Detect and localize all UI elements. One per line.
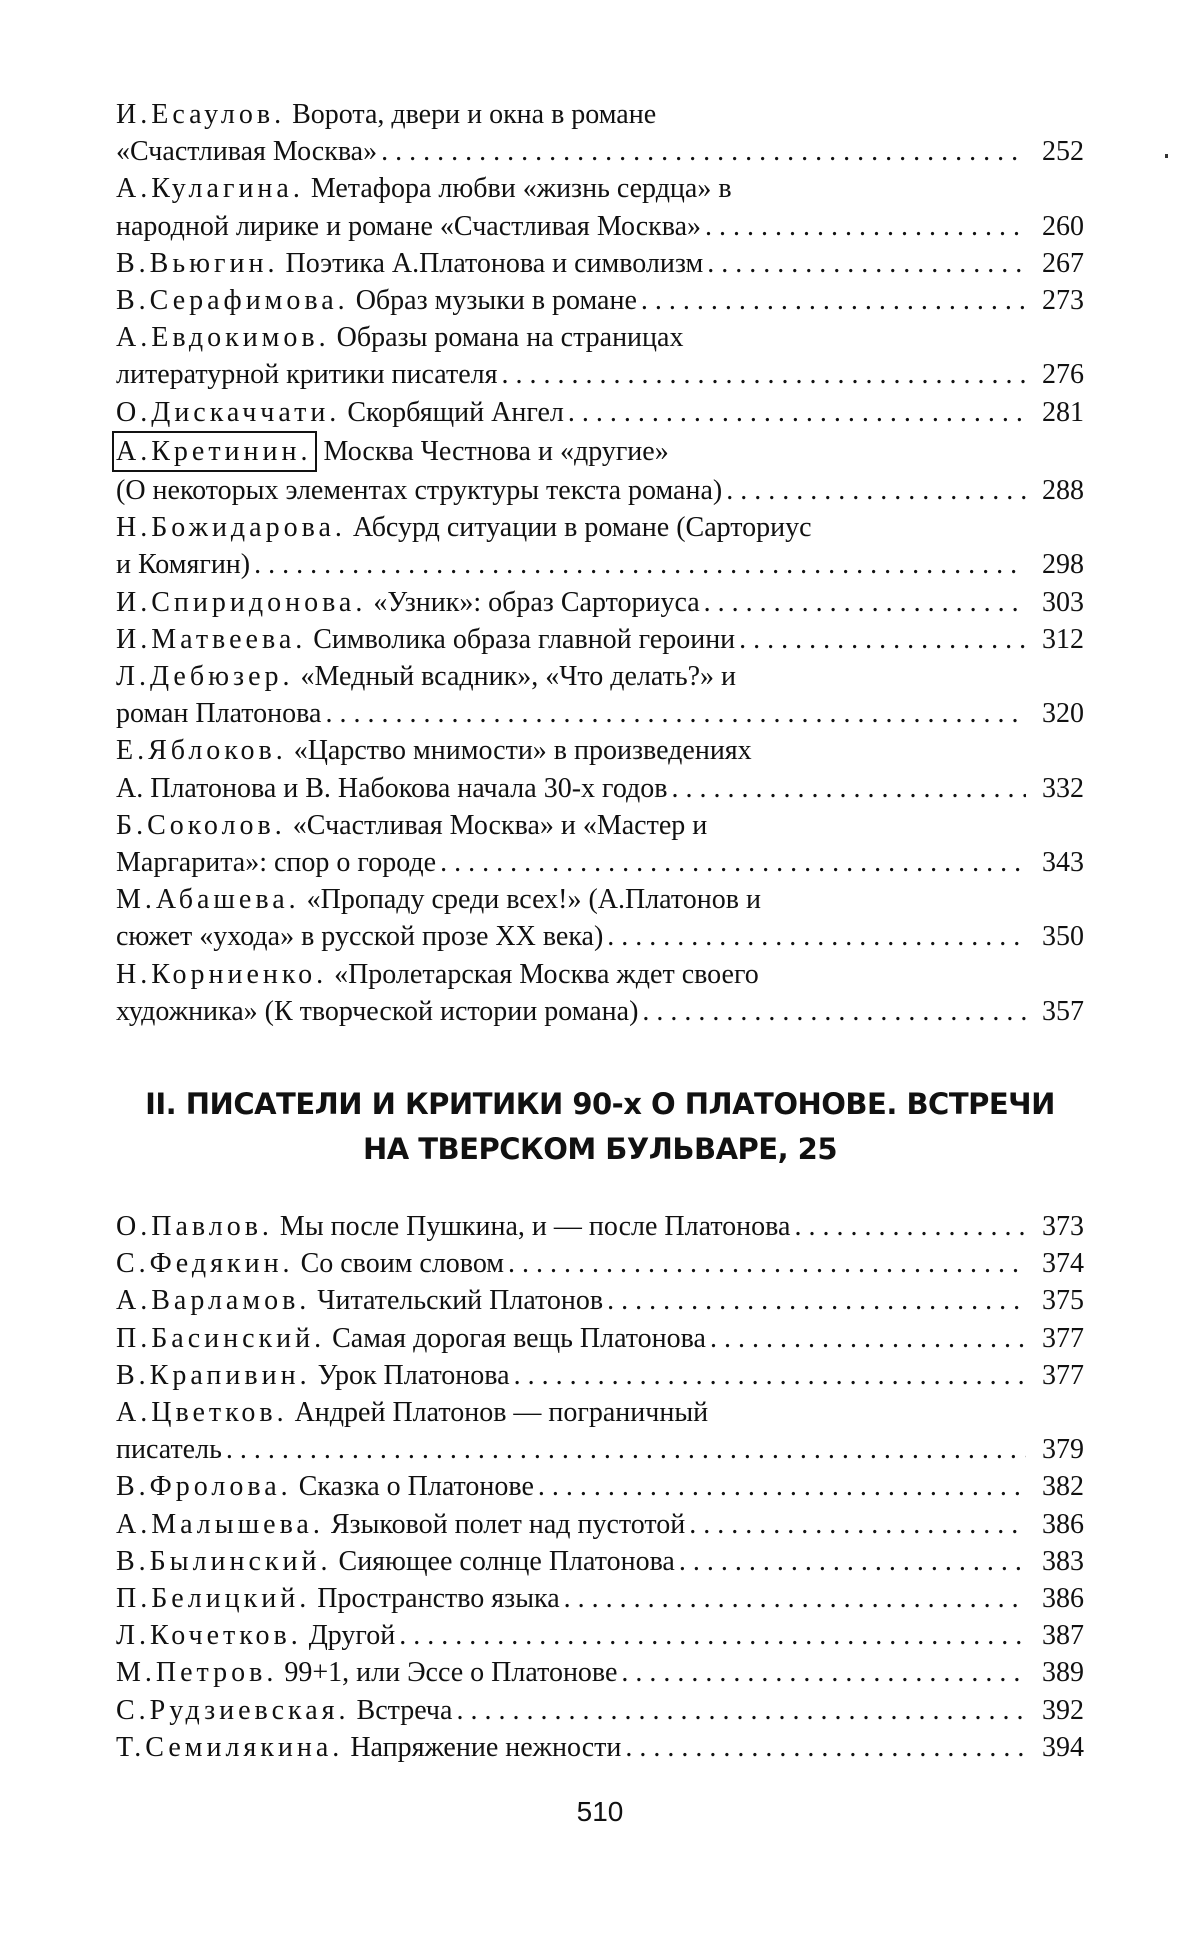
toc-entry-line (116, 956, 1084, 993)
toc-title-line: Сияющее солнце Платонова (338, 1545, 675, 1577)
toc-entry-line (116, 584, 1084, 621)
toc-title-line: «Счастливая Москва» (116, 136, 378, 168)
toc-title-tail (299, 1468, 1032, 1505)
toc-title-tail (339, 1543, 1032, 1580)
toc-title-tail (350, 1729, 1032, 1766)
toc-title-tail (116, 770, 1032, 807)
toc-entry-line (116, 1208, 1084, 1245)
toc-page-number: 303 (1042, 586, 1084, 618)
toc-title-tail (116, 918, 1032, 955)
toc-entry-line (116, 319, 1084, 356)
toc-title-line: (О некоторых элементах структуры текста романа) (116, 475, 723, 507)
toc-title-tail (284, 1654, 1032, 1691)
toc-entry-line (116, 208, 1084, 245)
toc-entry (116, 1543, 1084, 1580)
toc-entry-line (116, 1245, 1084, 1282)
toc-title-line: роман Платонова (116, 698, 322, 730)
toc-entry (116, 394, 1084, 431)
toc-title-line: Поэтика А.Платонова и символизм (285, 247, 704, 279)
scan-speck (1165, 154, 1168, 158)
toc-entry-line (116, 1282, 1084, 1319)
toc-title-tail (313, 621, 1032, 658)
toc-title-line: Абсурд ситуации в романе (Сарториус (352, 512, 812, 544)
toc-entry (116, 1692, 1084, 1729)
toc-author: А.Евдокимов. (116, 322, 330, 354)
section-heading (116, 1082, 1084, 1172)
toc-page-number: 392 (1042, 1694, 1084, 1726)
toc-author: Н.Божидарова. (116, 512, 346, 544)
toc-title-tail (357, 1692, 1032, 1729)
toc-entry (116, 956, 1084, 1030)
toc-author: В.Вьюгин. (116, 247, 279, 279)
toc-page-number: 260 (1042, 210, 1084, 242)
dot-leader (607, 918, 1026, 955)
toc-entry-line (116, 96, 1084, 133)
dot-leader (679, 1543, 1026, 1580)
toc-entry-line (116, 170, 1084, 207)
dot-leader (705, 208, 1026, 245)
toc-entry-line (116, 658, 1084, 695)
toc-page-number: 252 (1042, 136, 1084, 168)
toc-author: Е.Яблоков. (116, 735, 287, 767)
toc-entry-line (116, 993, 1084, 1030)
toc-title-tail (356, 282, 1032, 319)
dot-leader (381, 133, 1026, 170)
toc-entry (116, 509, 1084, 583)
toc-page-number: 298 (1042, 549, 1084, 581)
toc-entry-line (116, 356, 1084, 393)
toc-title-tail (116, 1431, 1032, 1468)
toc-page-number: 320 (1042, 698, 1084, 730)
toc-entry-line (116, 918, 1084, 955)
toc-entry (116, 170, 1084, 244)
toc-title-tail (116, 993, 1032, 1030)
dot-leader (568, 394, 1026, 431)
toc-title-line: литературной критики писателя (116, 359, 498, 391)
toc-title-line: «Узник»: образ Сарториуса (373, 586, 700, 618)
toc-author: В.Крапивин. (116, 1359, 311, 1391)
toc-title-line: Москва Честнова и «другие» (323, 435, 669, 467)
toc-entry (116, 245, 1084, 282)
dot-leader (440, 844, 1026, 881)
toc-title-tail (301, 1245, 1032, 1282)
dot-leader (704, 584, 1026, 621)
toc-title-line: Встреча (356, 1694, 453, 1726)
dot-leader (325, 695, 1026, 732)
dot-leader (254, 546, 1026, 583)
toc-title-tail (286, 245, 1033, 282)
toc-entry-line (116, 472, 1084, 509)
toc-entry-line (116, 133, 1084, 170)
toc-page-number: 377 (1042, 1322, 1084, 1354)
toc-entry (116, 319, 1084, 393)
toc-entry-line (116, 1654, 1084, 1691)
toc-author: А.Кулагина. (116, 173, 304, 205)
toc-page-number: 383 (1042, 1545, 1084, 1577)
dot-leader (538, 1468, 1026, 1505)
toc-page-number: 389 (1042, 1657, 1084, 1689)
toc-title-line: Образы романа на страницах (336, 322, 684, 354)
toc-page-number: 288 (1042, 475, 1084, 507)
dot-leader (508, 1245, 1026, 1282)
toc-title-tail (347, 394, 1032, 431)
toc-author: В.Серафимова. (116, 285, 349, 317)
toc-page-number: 312 (1042, 623, 1084, 655)
toc-entry (116, 621, 1084, 658)
toc-title-tail (116, 356, 1032, 393)
toc-title-tail (116, 546, 1032, 583)
toc-author: И.Спиридонова. (116, 586, 367, 618)
toc-title-line: «Счастливая Москва» и «Мастер и (292, 809, 708, 841)
toc-title-line: Самая дорогая вещь Платонова (332, 1322, 706, 1354)
toc-title-line: Другой (308, 1620, 396, 1652)
toc-entry (116, 1729, 1084, 1766)
toc-entry-line (116, 1320, 1084, 1357)
toc-author: П.Белицкий. (116, 1583, 311, 1615)
toc-entry (116, 1506, 1084, 1543)
toc-title-line: народной лирике и романе «Счастливая Москва» (116, 210, 702, 242)
toc-entry (116, 732, 1084, 806)
toc-title-line: Урок Платонова (317, 1359, 510, 1391)
toc-entry (116, 1357, 1084, 1394)
dot-leader (794, 1208, 1026, 1245)
toc-page-number: 394 (1042, 1731, 1084, 1763)
section-heading-line-1: II. ПИСАТЕЛИ И КРИТИКИ 90-х О ПЛАТОНОВЕ. ВСТРЕЧИ (145, 1087, 1055, 1121)
toc-entry (116, 658, 1084, 732)
section-heading-line-2: НА ТВЕРСКОМ БУЛЬВАРЕ, 25 (362, 1132, 838, 1166)
toc-author: С.Федякин. (116, 1248, 294, 1280)
toc-title-line: Скорбящий Ангел (347, 396, 564, 428)
toc-author: И.Есаулов. (116, 99, 286, 130)
toc-entry (116, 1208, 1084, 1245)
toc-title-line: Мы после Пушкина, и — после Платонова (279, 1211, 791, 1242)
toc-title-tail (373, 584, 1032, 621)
page-number: 510 (576, 1796, 624, 1827)
toc-page-number: 379 (1042, 1434, 1084, 1466)
toc-entry-line (116, 807, 1084, 844)
toc-entry (116, 1245, 1084, 1282)
toc-title-line: Метафора любви «жизнь сердца» в (310, 173, 732, 205)
toc-title-line: Символика образа главной героини (313, 623, 736, 655)
toc-entry-line (116, 431, 1084, 472)
toc-author: Т.Семилякина. (116, 1731, 344, 1763)
toc-entry (116, 1580, 1084, 1617)
dot-leader (564, 1580, 1026, 1617)
toc-entry-line (116, 546, 1084, 583)
toc-entry (116, 881, 1084, 955)
dot-leader (710, 1320, 1026, 1357)
toc-page-number: 357 (1042, 995, 1084, 1027)
toc-author: Л.Дебюзер. (116, 661, 294, 693)
dot-leader (625, 1729, 1026, 1766)
toc-entry (116, 431, 1084, 509)
toc-title-line: «Медный всадник», «Что делать?» и (300, 661, 737, 693)
toc-entry (116, 1320, 1084, 1357)
toc-author: О.Павлов. (116, 1211, 273, 1242)
dot-leader (399, 1617, 1026, 1654)
toc-title-tail (280, 1208, 1032, 1245)
toc-page-number: 377 (1042, 1359, 1084, 1391)
toc-title-line: «Пропаду среди всех!» (А.Платонов и (306, 884, 761, 916)
dot-leader (642, 993, 1026, 1030)
toc-title-tail (116, 472, 1032, 509)
toc-title-line: Читательский Платонов (317, 1285, 604, 1317)
dot-leader (514, 1357, 1026, 1394)
toc-page-number: 386 (1042, 1508, 1084, 1540)
toc-entry-line (116, 282, 1084, 319)
toc-title-line: Ворота, двери и окна в романе (292, 99, 657, 130)
toc-title-line: Языковой полет над пустотой (330, 1508, 686, 1540)
toc-entry (116, 1394, 1084, 1468)
toc-page-number: 375 (1042, 1285, 1084, 1317)
toc-author: И.Матвеева. (116, 623, 307, 655)
toc-author: П.Басинский. (116, 1322, 326, 1354)
toc-part-1 (116, 96, 1084, 1030)
toc-entry-line (116, 394, 1084, 431)
dot-leader (607, 1282, 1026, 1319)
toc-title-line: Маргарита»: спор о городе (116, 847, 437, 879)
toc-title-tail (332, 1320, 1032, 1357)
toc-title-line: Пространство языка (317, 1583, 560, 1615)
toc-title-line: Образ музыки в романе (355, 285, 637, 317)
toc-entry-line (116, 1580, 1084, 1617)
toc-entry (116, 1654, 1084, 1691)
toc-title-line: «Царство мнимости» в произведениях (293, 735, 752, 767)
toc-title-tail (331, 1506, 1032, 1543)
toc-author: А.Цветков. (116, 1397, 288, 1429)
toc-title-line: писатель (116, 1434, 222, 1466)
toc-entry-line (116, 621, 1084, 658)
toc-title-tail (116, 844, 1032, 881)
toc-entry-line (116, 1357, 1084, 1394)
toc-author: В.Былинский. (116, 1545, 332, 1577)
toc-page-number: 267 (1042, 247, 1084, 279)
toc-title-tail (309, 1617, 1032, 1654)
toc-entry-line (116, 770, 1084, 807)
toc-entry (116, 807, 1084, 881)
toc-entry (116, 1282, 1084, 1319)
toc-title-tail (317, 1580, 1032, 1617)
toc-author: А.Кретинин. (112, 431, 317, 472)
dot-leader (739, 621, 1026, 658)
dot-leader (456, 1692, 1026, 1729)
toc-title-tail (317, 1282, 1032, 1319)
toc-title-line: 99+1, или Эссе о Платонове (284, 1657, 618, 1689)
toc-title-line: художника» (К творческой истории романа) (116, 995, 639, 1027)
toc-entry-line (116, 1729, 1084, 1766)
toc-author: А.Малышева. (116, 1508, 324, 1540)
toc-entry (116, 584, 1084, 621)
toc-part-2 (116, 1208, 1084, 1766)
toc-author: М.Петров. (116, 1657, 278, 1689)
dot-leader (726, 472, 1026, 509)
dot-leader (689, 1506, 1026, 1543)
dot-leader (707, 245, 1026, 282)
toc-page-number: 332 (1042, 772, 1084, 804)
toc-entry (116, 1617, 1084, 1654)
toc-title-tail (116, 695, 1032, 732)
toc-page-number: 386 (1042, 1583, 1084, 1615)
toc-entry-line (116, 881, 1084, 918)
toc-title-line: Со своим словом (300, 1248, 505, 1280)
toc-author: Л.Кочетков. (116, 1620, 302, 1652)
toc-page-number: 382 (1042, 1471, 1084, 1503)
toc-page-number: 387 (1042, 1620, 1084, 1652)
dot-leader (502, 356, 1026, 393)
toc-entry-line (116, 1394, 1084, 1431)
toc-entry-line (116, 1468, 1084, 1505)
toc-title-tail (116, 208, 1032, 245)
toc-entry-line (116, 695, 1084, 732)
toc-entry-line (116, 1431, 1084, 1468)
toc-author: М.Абашева. (116, 884, 300, 916)
toc-title-tail (116, 133, 1032, 170)
toc-entry-line (116, 245, 1084, 282)
toc-title-line: Сказка о Платонове (298, 1471, 534, 1503)
toc-entry-line (116, 1617, 1084, 1654)
toc-page-number: 374 (1042, 1248, 1084, 1280)
toc-title-tail (318, 1357, 1032, 1394)
dot-leader (671, 770, 1026, 807)
toc-entry-line (116, 844, 1084, 881)
toc-page-number: 281 (1042, 396, 1084, 428)
toc-title-line: сюжет «ухода» в русской прозе XX века) (116, 921, 604, 953)
toc-author: А.Варламов. (116, 1285, 311, 1317)
toc-author: Н.Корниенко. (116, 958, 328, 990)
toc-entry-line (116, 1543, 1084, 1580)
toc-title-line: А. Платонова и В. Набокова начала 30-х годов (116, 772, 668, 804)
toc-title-line: Андрей Платонов — пограничный (294, 1397, 709, 1429)
toc-author: С.Рудзиевская. (116, 1694, 350, 1726)
toc-entry (116, 1468, 1084, 1505)
toc-page-number: 273 (1042, 285, 1084, 317)
toc-author: Б.Соколов. (116, 809, 286, 841)
toc-page-number: 343 (1042, 847, 1084, 879)
toc-entry (116, 282, 1084, 319)
toc-entry-line (116, 1692, 1084, 1729)
toc-page-number: 373 (1042, 1211, 1084, 1242)
toc-entry-line (116, 1506, 1084, 1543)
toc-entry-line (116, 509, 1084, 546)
toc-title-line: и Комягин) (116, 549, 251, 581)
toc-entry (116, 96, 1084, 170)
toc-page-number: 276 (1042, 359, 1084, 391)
toc-title-line: «Пролетарская Москва ждет своего (334, 958, 759, 990)
toc-entry-line (116, 732, 1084, 769)
dot-leader (641, 282, 1026, 319)
toc-page-number: 350 (1042, 921, 1084, 953)
dot-leader (226, 1431, 1026, 1468)
toc-author: В.Фролова. (116, 1471, 292, 1503)
toc-title-line: Напряжение нежности (350, 1731, 622, 1763)
toc-author: О.Дискаччати. (116, 396, 341, 428)
dot-leader (621, 1654, 1026, 1691)
